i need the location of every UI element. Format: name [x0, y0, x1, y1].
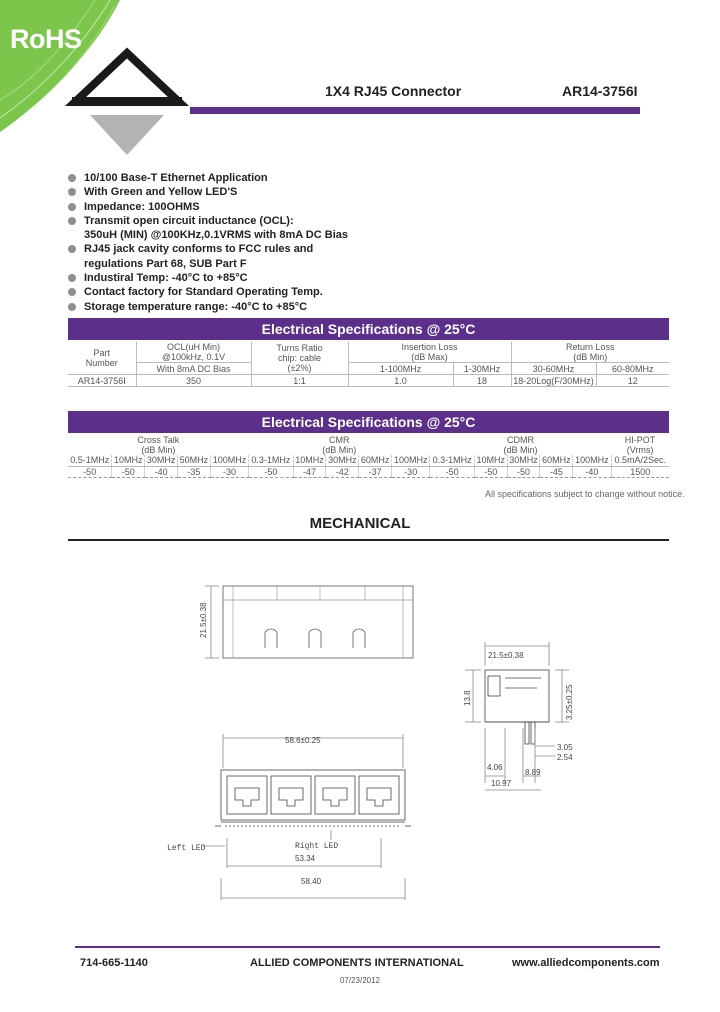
spec-table-1	[68, 342, 669, 387]
insertion-range-1: 1-100MHz	[348, 363, 453, 375]
feature-text: 350uH (MIN) @100KHz,0.1VRMS with 8mA DC Bias	[84, 229, 348, 242]
profile-view	[465, 642, 569, 790]
freq-cell: 30MHz	[326, 455, 359, 466]
freq-cell: 60MHz	[540, 455, 573, 466]
feature-text: Storage temperature range: -40°C to +85°C	[84, 300, 308, 313]
spec1-cell: 18	[453, 375, 511, 387]
feature-item	[68, 285, 368, 299]
value-cell: -50	[507, 466, 540, 477]
freq-cell: 10MHz	[474, 455, 507, 466]
hipot-header: HI-POT (Vrms)	[624, 435, 656, 455]
feature-item	[68, 200, 368, 214]
spec-table-1-title: Electrical Specifications @ 25°C	[68, 318, 669, 340]
dim-overall: 58.40	[301, 877, 322, 886]
side-view	[205, 586, 413, 658]
value-cell: -40	[145, 466, 178, 477]
bullet-icon	[68, 245, 76, 253]
cmr-header: CMR (dB Min)	[322, 435, 357, 455]
mechanical-heading: MECHANICAL	[309, 515, 411, 532]
header-bar	[190, 107, 640, 114]
dim-3-05: 3.05	[557, 743, 573, 752]
feature-text: Impedance: 100OHMS	[84, 200, 200, 213]
freq-cell: 30MHz	[507, 455, 540, 466]
value-cell: -47	[293, 466, 326, 477]
bullet-icon	[68, 217, 76, 225]
part-number-header: Part Number	[68, 342, 136, 375]
feature-text: With Green and Yellow LED'S	[84, 186, 238, 199]
bullet-icon	[68, 288, 76, 296]
bullet-icon	[68, 274, 76, 282]
left-led-label: Left LED	[167, 844, 206, 853]
bullet-icon	[68, 174, 76, 182]
feature-item	[68, 271, 368, 285]
freq-cell: 100MHz	[210, 455, 248, 466]
value-cell: -30	[392, 466, 430, 477]
mechanical-drawing	[167, 578, 585, 908]
dim-height: 21.5±0.38	[199, 602, 208, 638]
product-title: 1X4 RJ45 Connector	[325, 83, 462, 99]
cross-talk-header: Cross Talk (dB Min)	[137, 435, 180, 455]
freq-cell: 0.3-1MHz	[249, 455, 293, 466]
dim-span: 53.34	[295, 854, 316, 863]
mechanical-rule	[68, 539, 669, 541]
dim-2-54: 2.54	[557, 753, 573, 762]
value-cell: -37	[359, 466, 392, 477]
value-cell: -50	[68, 466, 112, 477]
spec1-cell: 12	[596, 375, 669, 387]
spec1-cell: 18-20Log(F/30MHz)	[511, 375, 596, 387]
ocl-header: OCL(uH Min) @100kHz, 0.1V	[136, 342, 251, 363]
feature-text: RJ45 jack cavity conforms to FCC rules and	[84, 243, 314, 256]
spec1-cell: 1:1	[251, 375, 348, 387]
value-cell: -50	[112, 466, 145, 477]
value-cell: -40	[573, 466, 611, 477]
part-number-title: AR14-3756I	[562, 83, 638, 99]
feature-text: 10/100 Base-T Ethernet Application	[84, 172, 268, 184]
value-cell: 1500	[611, 466, 669, 477]
front-view	[203, 734, 411, 900]
freq-cell: 0.5mA/2Sec.	[611, 455, 669, 466]
insertion-loss-header: Insertion Loss (dB Max)	[348, 342, 511, 363]
dim-depth: 21.5±0.38	[488, 651, 524, 660]
return-loss-header: Return Loss (dB Min)	[511, 342, 669, 363]
spec-note: All specifications subject to change without notice.	[485, 489, 685, 499]
ocl-bias-header: With 8mA DC Bias	[136, 363, 251, 375]
feature-text: Industiral Temp: -40°C to +85°C	[84, 272, 248, 285]
value-cell: -50	[430, 466, 474, 477]
feature-item	[68, 214, 368, 243]
value-cell: -50	[249, 466, 293, 477]
return-range-1: 30-60MHz	[511, 363, 596, 375]
freq-cell: 0.5-1MHz	[68, 455, 112, 466]
footer-website[interactable]: www.alliedcomponents.com	[512, 957, 660, 969]
feature-text: Contact factory for Standard Operating Temp.	[84, 286, 323, 299]
rohs-label: RoHS	[10, 24, 82, 54]
dim-side-height: 13.8	[463, 690, 472, 706]
dim-10-97: 10.97	[491, 779, 512, 788]
footer-phone: 714-665-1140	[80, 957, 148, 969]
feature-text: Transmit open circuit inductance (OCL):	[84, 214, 294, 227]
dim-8-89: 8.89	[525, 768, 541, 777]
freq-cell: 100MHz	[573, 455, 611, 466]
feature-item	[68, 300, 368, 314]
freq-cell: 100MHz	[392, 455, 430, 466]
value-cell: -42	[326, 466, 359, 477]
cdmr-header: CDMR (dB Min)	[503, 435, 538, 455]
value-cell: -30	[210, 466, 248, 477]
dim-width: 58.6±0.25	[285, 736, 321, 745]
value-cell: -50	[474, 466, 507, 477]
dim-pin-height: 3.25±0.25	[565, 684, 574, 720]
return-range-2: 60-80MHz	[596, 363, 669, 375]
value-cell: -35	[178, 466, 211, 477]
footer-company: ALLIED COMPONENTS INTERNATIONAL	[250, 957, 464, 969]
freq-cell: 10MHz	[112, 455, 145, 466]
feature-item	[68, 242, 368, 271]
feature-item	[68, 185, 368, 199]
turns-ratio-header: Turns Ratio chip: cable (±2%)	[251, 342, 348, 375]
insertion-range-2: 1-30MHz	[453, 363, 511, 375]
spec1-cell: 350	[136, 375, 251, 387]
bullet-icon	[68, 203, 76, 211]
footer-rule	[75, 946, 660, 948]
freq-cell: 0.3-1MHz	[430, 455, 474, 466]
spec-table-2-title: Electrical Specifications @ 25°C	[68, 411, 669, 433]
bullet-icon	[68, 188, 76, 196]
freq-cell: 30MHz	[145, 455, 178, 466]
feature-item	[68, 171, 368, 185]
company-logo	[72, 45, 182, 157]
dim-4-06: 4.06	[487, 763, 503, 772]
spec1-cell: AR14-3756I	[68, 375, 136, 387]
bullet-icon	[68, 303, 76, 311]
feature-list	[68, 171, 368, 314]
footer-date: 07/23/2012	[339, 976, 381, 985]
right-led-label: Right LED	[295, 842, 339, 851]
freq-cell: 10MHz	[293, 455, 326, 466]
freq-cell: 60MHz	[359, 455, 392, 466]
spec-table-2	[68, 435, 669, 478]
spec1-cell: 1.0	[348, 375, 453, 387]
value-cell: -45	[540, 466, 573, 477]
feature-text: regulations Part 68, SUB Part F	[84, 257, 247, 270]
freq-cell: 50MHz	[178, 455, 211, 466]
